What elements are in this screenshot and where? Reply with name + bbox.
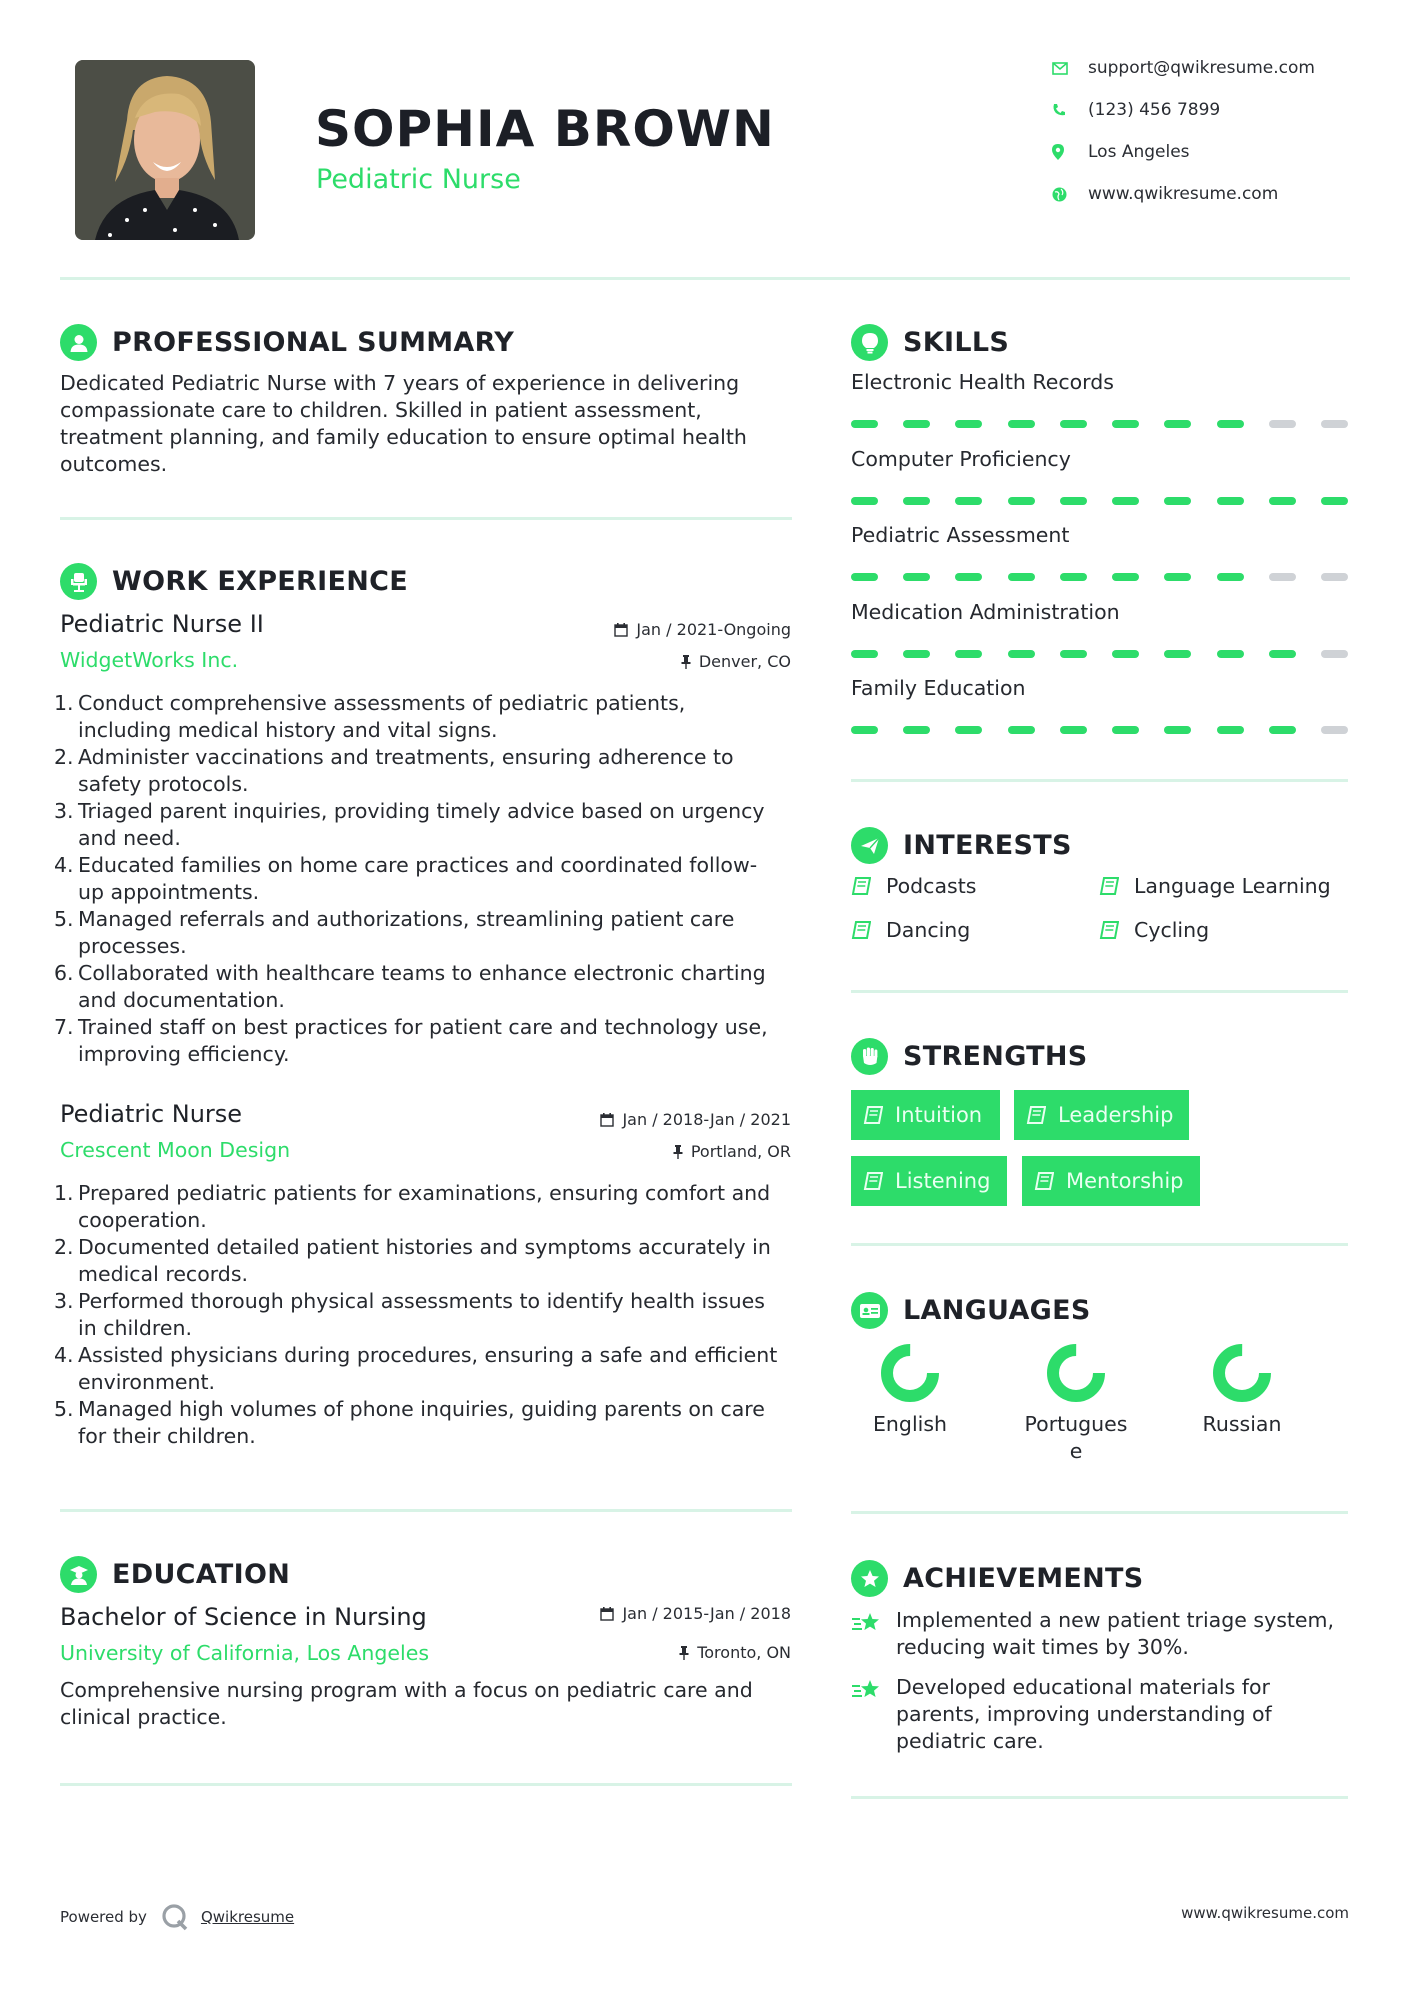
interest-item-cycling: Cycling	[1099, 918, 1209, 942]
list-item: 4. Assisted physicians during procedures, ensuring a safe and efficient environment.	[54, 1343, 778, 1394]
job-1-duties	[54, 690, 800, 1068]
skill-name: Electronic Health Records	[851, 370, 1114, 394]
skill-level-bar	[851, 726, 1348, 734]
education-location: Toronto, ON	[679, 1643, 791, 1662]
skill-level-dash	[955, 726, 982, 734]
calendar-icon	[600, 1607, 614, 1621]
profile-photo	[75, 60, 255, 240]
skill-level-dash	[955, 573, 982, 581]
skill-level-dash	[1164, 573, 1191, 581]
footer-powered-by: Powered by Qwikresume	[60, 1903, 294, 1931]
achievements-heading: ACHIEVEMENTS	[851, 1560, 1144, 1597]
skill-level-dash	[851, 497, 878, 505]
book-icon	[1034, 1172, 1054, 1190]
skill-name: Family Education	[851, 676, 1026, 700]
list-item: 2. Administer vaccinations and treatments, ensuring adherence to safety protocols.	[54, 745, 734, 796]
skill-level-dash	[1321, 497, 1348, 505]
skill-level-dash	[1008, 573, 1035, 581]
work-divider	[60, 1509, 792, 1512]
skill-level-dash	[1217, 726, 1244, 734]
shooting-star-icon	[851, 1607, 896, 1661]
footer-site-link[interactable]: www.qwikresume.com	[1181, 1904, 1349, 1922]
achievements-divider	[851, 1796, 1348, 1799]
language-name: English	[872, 1412, 948, 1436]
strength-tag-intuition: Intuition	[851, 1090, 1000, 1140]
contact-website[interactable]	[1052, 184, 1278, 204]
skill-level-dash	[1164, 650, 1191, 658]
skill-level-dash	[903, 573, 930, 581]
skill-level-bar	[851, 573, 1348, 581]
skill-level-dash	[1321, 420, 1348, 428]
achievement-item-1: Implemented a new patient triage system, reducing wait times by 30%.	[851, 1607, 1351, 1661]
work-heading: WORK EXPERIENCE	[60, 563, 408, 600]
list-item: 1. Prepared pediatric patients for examinations, ensuring comfort and cooperation.	[54, 1181, 771, 1232]
achievement-item-2: Developed educational materials for parents, improving understanding of pediatric care.	[851, 1674, 1351, 1755]
skill-level-bar	[851, 420, 1348, 428]
job-2-company: Crescent Moon Design	[60, 1138, 291, 1162]
list-item: 3. Performed thorough physical assessments to identify health issues in children.	[54, 1289, 765, 1340]
language-level-arc	[1219, 1350, 1265, 1396]
skill-level-dash	[1321, 573, 1348, 581]
skill-level-bar	[851, 497, 1348, 505]
skills-heading: SKILLS	[851, 324, 1009, 361]
skill-level-dash	[1217, 573, 1244, 581]
footer-brand-link[interactable]: Qwikresume	[200, 1908, 295, 1926]
paper-plane-icon	[851, 827, 888, 864]
skill-level-dash	[1112, 573, 1139, 581]
list-item: 7. Trained staff on best practices for patient care and technology use, improving efficiency.	[54, 1015, 768, 1066]
interest-item-podcasts: Podcasts	[851, 874, 976, 898]
globe-icon	[1052, 187, 1088, 202]
skills-divider	[851, 779, 1348, 782]
skill-level-dash	[1112, 497, 1139, 505]
skill-level-dash	[1164, 497, 1191, 505]
envelope-icon	[1052, 62, 1088, 75]
languages-divider	[851, 1511, 1348, 1514]
skill-level-dash	[903, 726, 930, 734]
job-2-location: Portland, OR	[673, 1142, 791, 1161]
language-level-ring	[875, 1338, 945, 1408]
lightbulb-icon	[851, 324, 888, 361]
skill-level-dash	[1321, 726, 1348, 734]
contact-website-text: www.qwikresume.com	[1088, 184, 1279, 204]
candidate-role: Pediatric Nurse	[316, 164, 521, 195]
skill-level-dash	[1060, 650, 1087, 658]
interests-heading: INTERESTS	[851, 827, 1072, 864]
summary-heading: PROFESSIONAL SUMMARY	[60, 324, 514, 361]
education-school: University of California, Los Angeles	[60, 1641, 430, 1665]
skill-name: Pediatric Assessment	[851, 523, 1070, 547]
graduate-icon	[60, 1556, 97, 1593]
book-icon	[863, 1172, 883, 1190]
skill-level-dash	[1060, 726, 1087, 734]
skill-level-dash	[1321, 650, 1348, 658]
pushpin-icon	[679, 1646, 689, 1660]
contact-email[interactable]	[1052, 58, 1315, 78]
candidate-name: SOPHIA BROWN	[315, 100, 775, 158]
strengths-divider	[851, 1243, 1348, 1246]
book-icon	[851, 877, 871, 895]
skill-level-dash	[1217, 497, 1244, 505]
skill-level-dash	[903, 650, 930, 658]
skill-level-dash	[955, 497, 982, 505]
job-2-dates: Jan / 2018-Jan / 2021	[600, 1110, 791, 1129]
education-heading: EDUCATION	[60, 1556, 290, 1593]
pushpin-icon	[681, 655, 691, 669]
header-divider	[60, 277, 1350, 280]
skill-level-dash	[1008, 650, 1035, 658]
education-dates: Jan / 2015-Jan / 2018	[600, 1604, 791, 1623]
education-degree: Bachelor of Science in Nursing	[60, 1603, 427, 1631]
calendar-icon	[600, 1113, 614, 1127]
interests-divider	[851, 990, 1348, 993]
raised-fist-icon	[851, 1038, 888, 1075]
book-icon	[851, 921, 871, 939]
language-name: Russian	[1202, 1412, 1282, 1436]
interest-item-dancing: Dancing	[851, 918, 970, 942]
language-level-arc	[1053, 1350, 1099, 1396]
skill-level-dash	[1112, 650, 1139, 658]
contact-phone[interactable]	[1052, 100, 1220, 120]
contact-email-text: support@qwikresume.com	[1088, 58, 1315, 78]
book-icon	[1099, 921, 1119, 939]
skill-level-dash	[1008, 420, 1035, 428]
id-card-icon	[851, 1292, 888, 1329]
book-icon	[863, 1106, 883, 1124]
list-item: 4. Educated families on home care practices and coordinated follow- up appointments.	[54, 853, 758, 904]
language-name: Portugues e	[1024, 1412, 1128, 1463]
calendar-icon	[614, 623, 628, 637]
language-level-arc	[887, 1350, 933, 1396]
skill-level-dash	[851, 573, 878, 581]
strength-tag-mentorship: Mentorship	[1022, 1156, 1200, 1206]
skill-level-dash	[1269, 650, 1296, 658]
skill-name: Medication Administration	[851, 599, 1120, 624]
contact-location	[1052, 142, 1190, 162]
skill-level-dash	[903, 497, 930, 505]
skill-level-dash	[1112, 420, 1139, 428]
contact-location-text: Los Angeles	[1088, 142, 1190, 162]
job-2-title: Pediatric Nurse	[60, 1100, 243, 1128]
education-description: Comprehensive nursing program with a focus on pediatric care and clinical practice.	[60, 1678, 753, 1729]
job-1-dates: Jan / 2021-Ongoing	[614, 620, 791, 639]
map-pin-icon	[1052, 144, 1088, 160]
list-item: 2. Documented detailed patient histories and symptoms accurately in medical records.	[54, 1235, 771, 1286]
job-1-company: WidgetWorks Inc.	[60, 648, 239, 672]
summary-divider	[60, 517, 792, 520]
office-chair-icon	[60, 563, 97, 600]
list-item: 6. Collaborated with healthcare teams to enhance electronic charting and documentation.	[54, 961, 766, 1012]
list-item: 5. Managed referrals and authorizations, streamlining patient care processes.	[54, 907, 735, 958]
skill-level-dash	[1060, 497, 1087, 505]
list-item: 5. Managed high volumes of phone inquiries, guiding parents on care for their children.	[54, 1397, 765, 1448]
skill-name: Computer Proficiency	[851, 446, 1071, 471]
skill-level-dash	[1269, 420, 1296, 428]
interest-item-language-learning: Language Learning	[1099, 874, 1331, 898]
language-level-ring	[1041, 1338, 1111, 1408]
strength-tag-listening: Listening	[851, 1156, 1007, 1206]
book-icon	[1099, 877, 1119, 895]
job-1-title: Pediatric Nurse II	[60, 610, 264, 638]
skill-level-dash	[1269, 726, 1296, 734]
book-icon	[1026, 1106, 1046, 1124]
skill-level-dash	[1217, 650, 1244, 658]
star-badge-icon	[851, 1560, 888, 1597]
summary-text: Dedicated Pediatric Nurse with 7 years of experience in delivering compassionate care to children. Skilled in patient assessment, treatment planning, and family education to ensure optimal health outcomes.	[60, 371, 747, 476]
skill-level-dash	[1008, 497, 1035, 505]
qwikresume-logo-icon	[161, 1903, 189, 1931]
skill-level-dash	[1269, 497, 1296, 505]
strength-tag-leadership: Leadership	[1014, 1090, 1189, 1140]
list-item: 3. Triaged parent inquiries, providing timely advice based on urgency and need.	[54, 799, 765, 850]
skill-level-dash	[955, 420, 982, 428]
skill-level-dash	[1060, 573, 1087, 581]
skill-level-dash	[1217, 420, 1244, 428]
skill-level-dash	[955, 650, 982, 658]
languages-heading: LANGUAGES	[851, 1292, 1091, 1329]
list-item: 1. Conduct comprehensive assessments of pediatric patients, including medical history and vital signs.	[54, 691, 686, 742]
job-2-duties	[54, 1180, 800, 1450]
skill-level-dash	[1269, 573, 1296, 581]
skill-level-dash	[851, 420, 878, 428]
pushpin-icon	[673, 1145, 683, 1159]
strengths-heading: STRENGTHS	[851, 1038, 1088, 1075]
user-icon	[60, 324, 97, 361]
skill-level-dash	[851, 726, 878, 734]
education-divider	[60, 1783, 792, 1786]
skill-level-dash	[1164, 726, 1191, 734]
skill-level-dash	[1008, 726, 1035, 734]
skill-level-dash	[851, 650, 878, 658]
language-level-ring	[1207, 1338, 1277, 1408]
skill-level-dash	[903, 420, 930, 428]
skill-level-dash	[1164, 420, 1191, 428]
phone-icon	[1052, 103, 1088, 117]
job-1-location: Denver, CO	[681, 652, 791, 671]
skill-level-bar	[851, 650, 1348, 658]
skill-level-dash	[1112, 726, 1139, 734]
contact-phone-text: (123) 456 7899	[1088, 100, 1221, 120]
shooting-star-icon	[851, 1674, 896, 1755]
skill-level-dash	[1060, 420, 1087, 428]
